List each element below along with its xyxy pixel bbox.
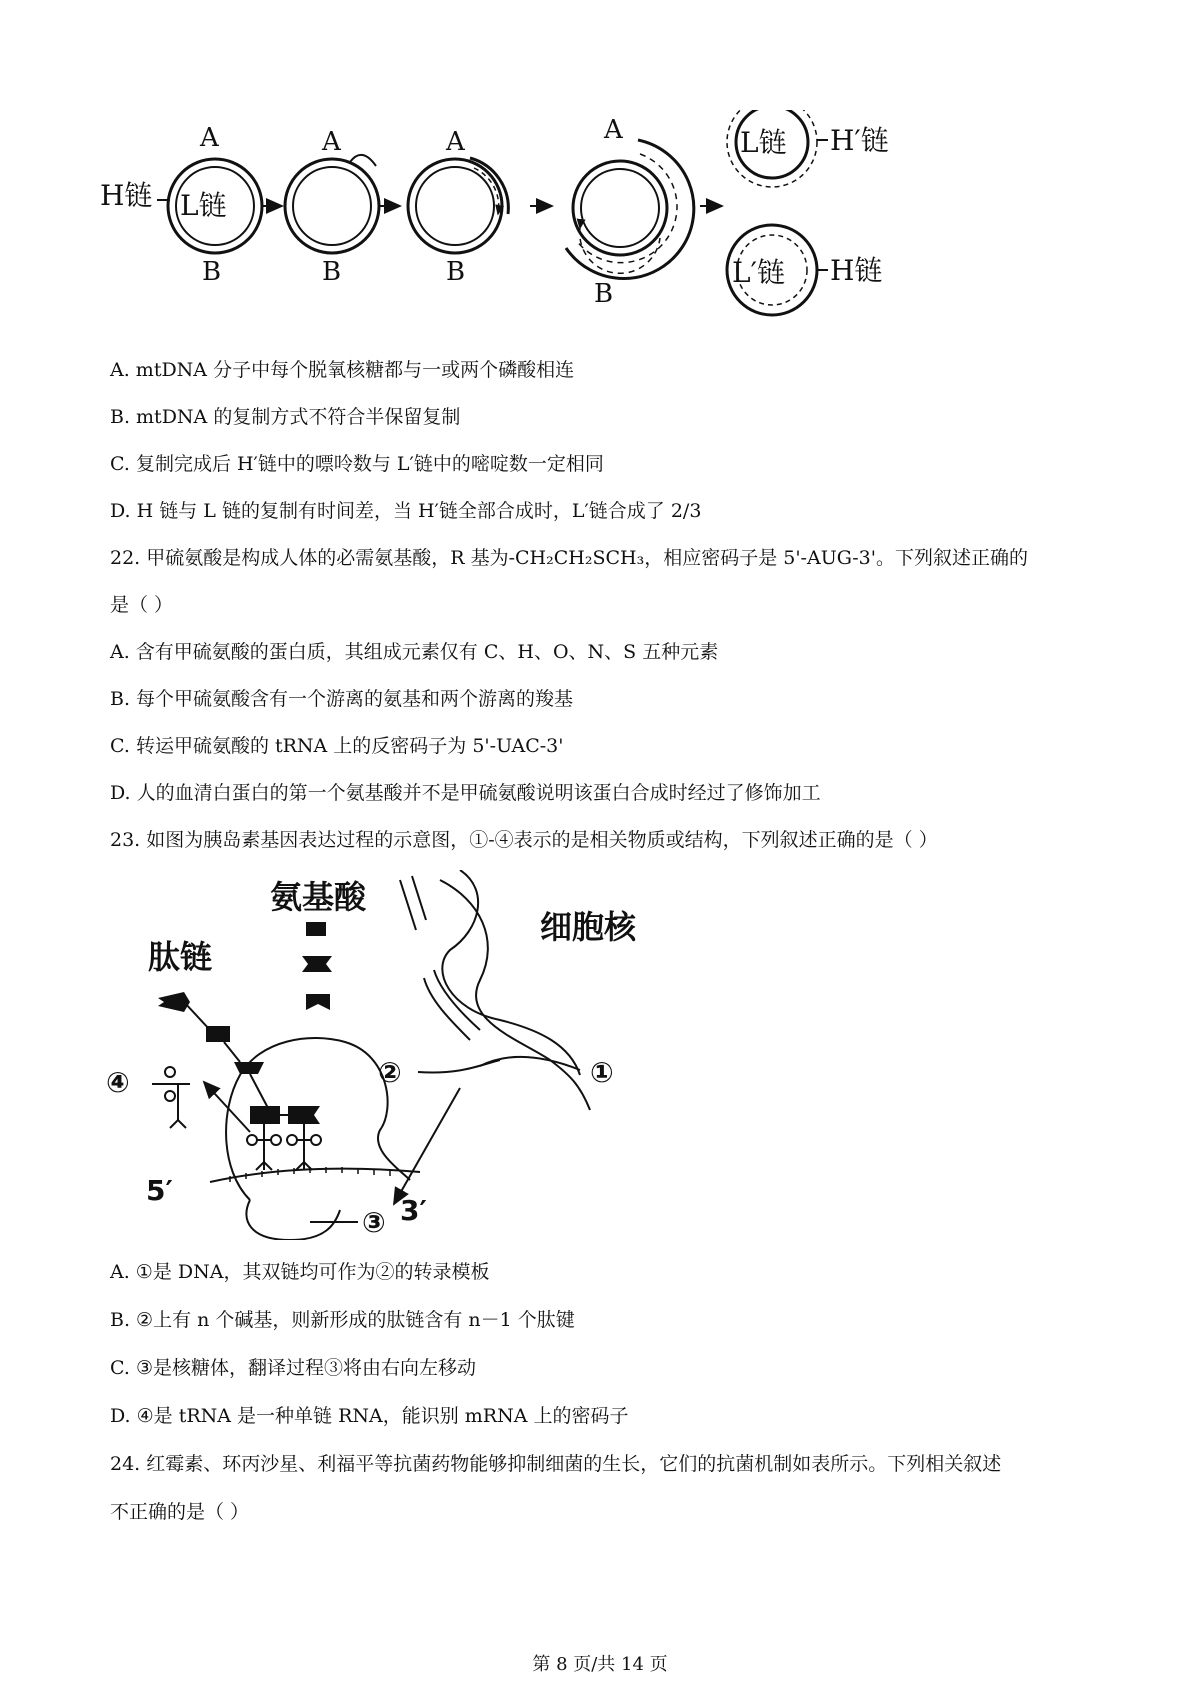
q23-option-b: B. ②上有 n 个碱基，则新形成的肽链含有 n－1 个肽键 — [110, 1309, 575, 1331]
circle-stage-4 — [566, 115, 694, 309]
gene-expression-figure — [100, 870, 700, 1240]
label-a: A — [322, 127, 341, 157]
q21-option-a: A. mtDNA 分子中每个脱氧核糖都与一或两个磷酸相连 — [110, 359, 575, 381]
mrna-strand — [210, 1169, 420, 1182]
label-marker-1: ① — [590, 1056, 614, 1089]
product-circle-top — [727, 110, 889, 187]
q23-option-c: C. ③是核糖体，翻译过程③将由右向左移动 — [110, 1357, 476, 1379]
label-b: B — [322, 257, 342, 287]
q21-option-c: C. 复制完成后 H′链中的嘌呤数与 L′链中的嘧啶数一定相同 — [110, 453, 604, 475]
label-b: B — [446, 257, 466, 287]
q24-stem-line2: 不正确的是（ ） — [110, 1501, 250, 1523]
q21-option-b: B. mtDNA 的复制方式不符合半保留复制 — [110, 406, 461, 428]
q22-stem-line2: 是（ ） — [110, 594, 174, 616]
mtdna-replication-figure — [100, 110, 1000, 330]
label-marker-3: ③ — [362, 1206, 386, 1239]
label-b: B — [202, 257, 222, 287]
q23-stem: 23. 如图为胰岛素基因表达过程的示意图，①-④表示的是相关物质或结构，下列叙述正确的是（ ） — [110, 829, 938, 851]
label-l-prime-chain: L′链 — [732, 256, 785, 289]
label-marker-2: ② — [378, 1056, 402, 1089]
dna-double-helix — [400, 870, 590, 1110]
circle-stage-3 — [408, 127, 508, 287]
label-h-chain: H链 — [830, 254, 883, 287]
label-l-chain: L链 — [180, 189, 227, 222]
circle-stage-2 — [285, 127, 379, 287]
page-footer: 第 8 页/共 14 页 — [532, 1654, 668, 1675]
label-nucleus: 细胞核 — [540, 908, 637, 946]
q22-option-b: B. 每个甲硫氨酸含有一个游离的氨基和两个游离的羧基 — [110, 688, 574, 710]
q22-option-a: A. 含有甲硫氨酸的蛋白质，其组成元素仅有 C、H、O、N、S 五种元素 — [110, 641, 719, 663]
q22-option-c: C. 转运甲硫氨酸的 tRNA 上的反密码子为 5'-UAC-3' — [110, 735, 564, 757]
label-marker-4: ④ — [106, 1066, 130, 1099]
label-a: A — [604, 115, 623, 145]
label-amino-acid: 氨基酸 — [270, 878, 367, 916]
q24-stem-line1: 24. 红霉素、环丙沙星、利福平等抗菌药物能够抑制细菌的生长，它们的抗菌机制如表所示。下列相关叙述 — [110, 1453, 1002, 1475]
trna-free — [152, 1067, 190, 1128]
circle-stage-1 — [100, 123, 262, 287]
q23-option-a: A. ①是 DNA，其双链均可作为②的转录模板 — [110, 1261, 490, 1283]
label-l-chain: L链 — [740, 126, 787, 159]
label-peptide: 肽链 — [148, 938, 213, 976]
q23-option-d: D. ④是 tRNA 是一种单链 RNA，能识别 mRNA 上的密码子 — [110, 1405, 629, 1427]
q22-stem-line1: 22. 甲硫氨酸是构成人体的必需氨基酸，R 基为-CH₂CH₂SCH₃，相应密码子是 5'-AUG-3'。下列叙述正确的 — [110, 547, 1028, 569]
label-three-prime: 3′ — [400, 1194, 427, 1227]
label-b: B — [594, 279, 614, 309]
q21-option-d: D. H 链与 L 链的复制有时间差，当 H′链全部合成时，L′链合成了 2/3 — [110, 500, 702, 522]
label-h-prime-chain: H′链 — [830, 124, 889, 157]
q22-option-d: D. 人的血清白蛋白的第一个氨基酸并不是甲硫氨酸说明该蛋白合成时经过了修饰加工 — [110, 782, 821, 804]
label-five-prime: 5′ — [146, 1174, 173, 1207]
label-a: A — [200, 123, 219, 153]
label-a: A — [446, 127, 465, 157]
label-h-chain: H链 — [100, 179, 153, 212]
product-circle-bottom — [727, 225, 882, 315]
